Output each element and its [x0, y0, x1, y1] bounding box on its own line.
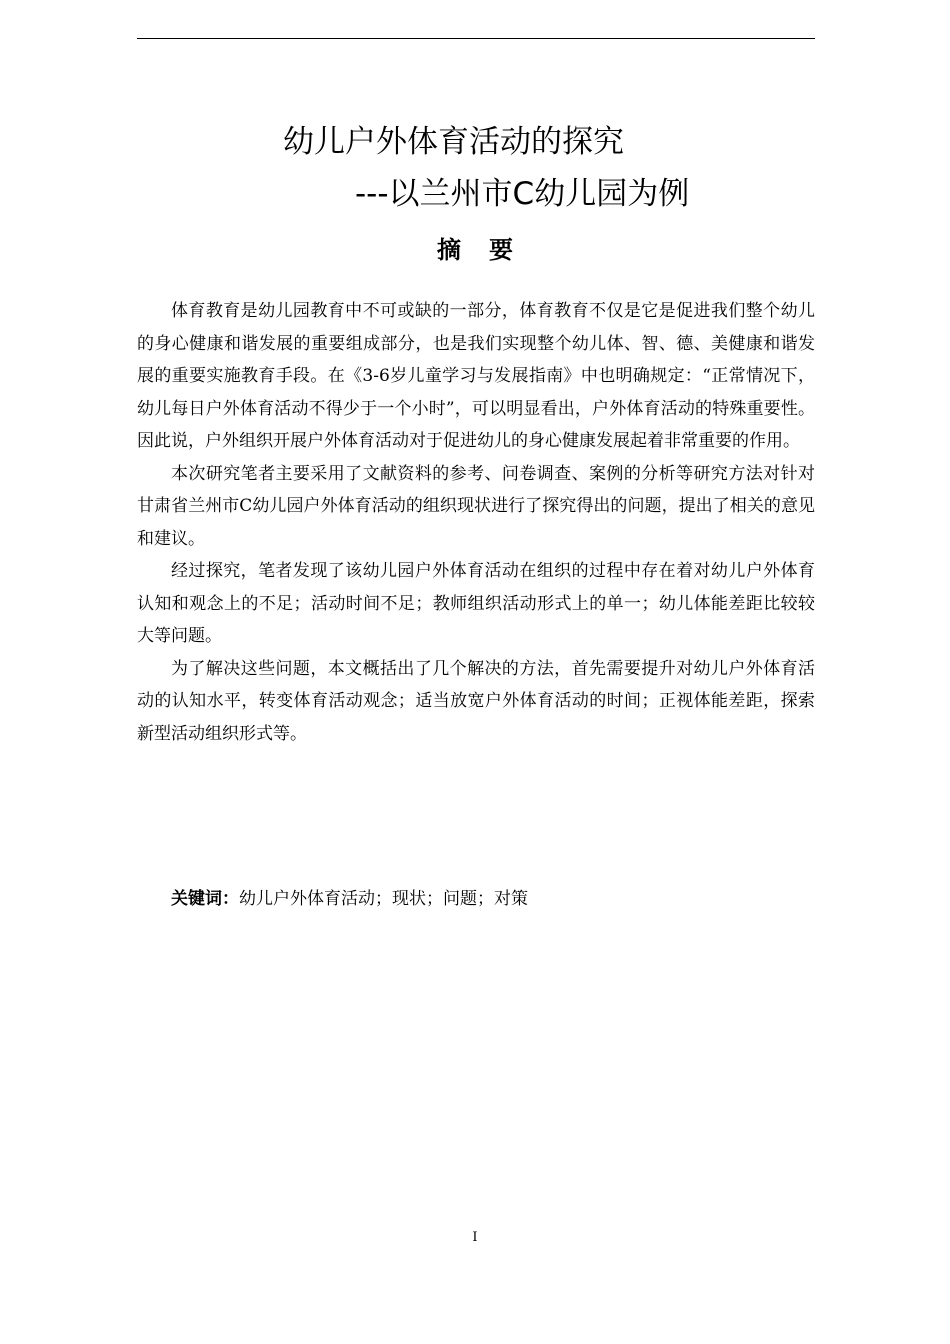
abstract-heading: 摘要 [437, 236, 541, 264]
document-title: 幼儿户外体育活动的探究 [283, 124, 624, 160]
abstract-paragraph-3: 经过探究，笔者发现了该幼儿园户外体育活动在组织的过程中存在着对幼儿户外体育认知和观念上的不足；活动时间不足；教师组织活动形式上的单一；幼儿体能差距比较较大等问题。 [137, 561, 815, 646]
keywords-text: 幼儿户外体育活动；现状；问题；对策 [239, 889, 528, 909]
keywords-line [171, 883, 528, 915]
page-number: I [472, 1230, 478, 1245]
abstract-body [137, 295, 815, 750]
abstract-paragraph-1: 体育教育是幼儿园教育中不可或缺的一部分，体育教育不仅是它是促进我们整个幼儿的身心健康和谐发展的重要组成部分，也是我们实现整个幼儿体、智、德、美健康和谐发展的重要实施教育手段。在《3-6岁儿童学习与发展指南》中也明确规定：“正常情况下，幼儿每日户外体育活动不得少于一个小时”，可以明显看出，户外体育活动的特殊重要性。因此说，户外组织开展户外体育活动对于促进幼儿的身心健康发展起着非常重要的作用。 [137, 301, 815, 451]
abstract-paragraph-2: 本次研究笔者主要采用了文献资料的参考、问卷调查、案例的分析等研究方法对针对甘肃省兰州市C幼儿园户外体育活动的组织现状进行了探究得出的问题，提出了相关的意见和建议。 [137, 463, 815, 549]
header-rule [137, 38, 815, 39]
keywords-label: 关键词： [171, 889, 239, 909]
abstract-paragraph-4: 为了解决这些问题，本文概括出了几个解决的方法，首先需要提升对幼儿户外体育活动的认知水平，转变体育活动观念；适当放宽户外体育活动的时间；正视体能差距，探索新型活动组织形式等。 [137, 658, 815, 744]
document-subtitle: ---以兰州市C幼儿园为例 [355, 176, 690, 212]
